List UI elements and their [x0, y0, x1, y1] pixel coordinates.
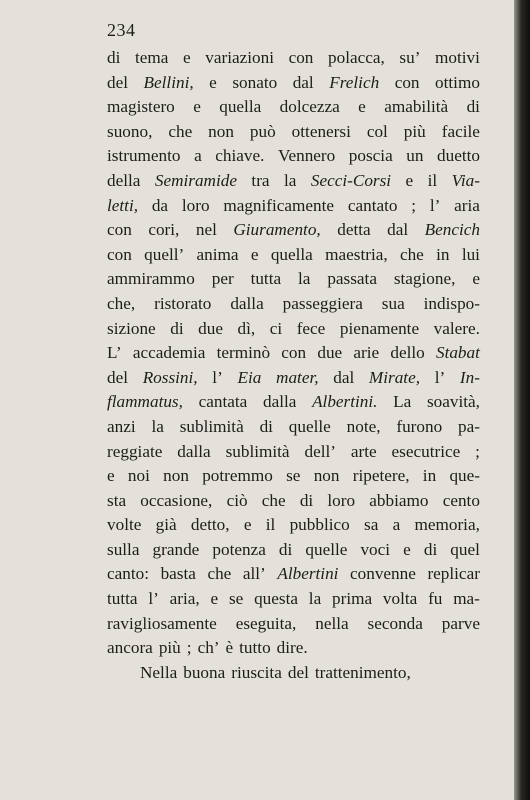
word: con — [394, 72, 420, 92]
word: Via- — [451, 170, 480, 190]
word: è — [225, 638, 234, 658]
word: occasione, — [140, 490, 213, 510]
word: dello — [390, 343, 425, 363]
word: poscia — [348, 146, 393, 166]
word: di — [299, 490, 314, 510]
word: dalla — [230, 293, 264, 313]
word: canto: — [107, 564, 149, 584]
text-line — [107, 218, 480, 243]
word: sa — [364, 515, 379, 535]
word: sonato — [232, 72, 278, 92]
word: que- — [449, 466, 480, 486]
word: basta — [160, 564, 196, 584]
word: due — [317, 343, 343, 363]
word: due — [198, 318, 223, 338]
text-line — [107, 440, 480, 465]
word: esecutrice — [391, 441, 461, 461]
word: maestria, — [325, 244, 388, 264]
word: buona — [183, 662, 226, 682]
word: memoria, — [414, 515, 480, 535]
word: arie — [353, 343, 380, 363]
word: pa- — [458, 416, 480, 436]
text-line — [107, 489, 480, 514]
text-line — [107, 612, 480, 637]
word: soavità, — [426, 392, 480, 412]
word: terminò — [216, 343, 271, 363]
word: con — [107, 220, 132, 240]
word: l’ — [148, 589, 159, 609]
word: anzi — [107, 416, 136, 436]
word: l’ — [434, 367, 446, 387]
word: accademia — [132, 343, 206, 363]
word: sublimità — [225, 441, 290, 461]
word: reggiate — [107, 441, 163, 461]
text-line — [107, 415, 480, 440]
word: quelle — [305, 539, 348, 559]
word: ancora — [107, 638, 153, 658]
word: di — [259, 416, 273, 436]
word: e — [472, 269, 480, 289]
word: eseguita, — [235, 613, 297, 633]
word: l’ — [212, 367, 223, 387]
page-number: 234 — [107, 20, 136, 40]
word: la — [151, 416, 164, 436]
word: e — [250, 244, 259, 264]
text-line — [107, 366, 480, 391]
word: Albertini. — [312, 392, 378, 412]
word: ravigliosamente — [107, 613, 217, 633]
word: dolcezza — [279, 97, 340, 117]
text-line — [107, 513, 480, 538]
text-line — [107, 562, 480, 587]
word: di — [466, 97, 480, 117]
text-line — [107, 243, 480, 268]
word: passata — [327, 269, 377, 289]
word: nel — [195, 220, 217, 240]
word: duetto — [437, 146, 480, 166]
word: l’ — [429, 195, 441, 215]
word: magistero — [107, 97, 175, 117]
text-line — [107, 267, 480, 292]
word: più — [403, 121, 426, 141]
word: ripetere, — [352, 466, 410, 486]
word: quella — [219, 97, 262, 117]
word: trattenimento, — [314, 662, 411, 682]
word: valere. — [433, 318, 480, 338]
word: prima — [332, 589, 373, 609]
word: aria — [454, 195, 480, 215]
word: sizione — [107, 318, 156, 338]
word: quell’ — [144, 244, 185, 264]
word: magnificamente — [223, 195, 335, 215]
word: la — [298, 269, 311, 289]
word: dal — [292, 72, 314, 92]
word: di — [107, 48, 121, 67]
word: detto, — [190, 515, 230, 535]
word: su’ — [399, 48, 421, 67]
word: da — [151, 195, 169, 215]
word: e — [405, 170, 414, 190]
word: suono, — [107, 121, 153, 141]
word: quella — [270, 244, 313, 264]
word: il — [265, 515, 276, 535]
word: ristorato — [154, 293, 212, 313]
word: arte — [350, 441, 377, 461]
word: motivi — [435, 48, 480, 67]
word: potremmo — [202, 466, 273, 486]
word: Nella — [140, 662, 178, 682]
word: dì, — [237, 318, 256, 338]
word: in — [436, 244, 450, 264]
word: amabilità — [384, 97, 449, 117]
word: polacca, — [328, 48, 385, 67]
text-line — [107, 587, 480, 612]
word: in — [422, 466, 437, 486]
text-line — [107, 464, 480, 489]
word: con — [288, 48, 314, 67]
word: Rossini, — [142, 367, 198, 387]
word: facile — [441, 121, 480, 141]
text-line — [107, 390, 480, 415]
word: fece — [296, 318, 326, 338]
word: stagione, — [393, 269, 456, 289]
word: di — [423, 539, 438, 559]
word: a — [392, 515, 401, 535]
word: e — [209, 72, 217, 92]
word: ma- — [453, 589, 480, 609]
word: Bencich — [424, 220, 480, 240]
word: quel — [450, 539, 480, 559]
page-edge — [514, 0, 530, 800]
word: pubblico — [289, 515, 350, 535]
word: se — [228, 589, 244, 609]
text-line — [107, 71, 480, 96]
word: col — [366, 121, 388, 141]
word: cantato — [347, 195, 398, 215]
text-line — [107, 169, 480, 194]
text-line — [107, 661, 480, 686]
word: non — [163, 466, 189, 486]
word: ciò — [226, 490, 248, 510]
text-line — [107, 95, 480, 120]
word: noi — [127, 466, 150, 486]
word: quelle — [288, 416, 331, 436]
word: sulla — [107, 539, 140, 559]
word: note, — [346, 416, 381, 436]
text-line — [107, 194, 480, 219]
word: a — [194, 146, 202, 166]
word: loro — [327, 490, 356, 510]
word: e — [193, 97, 201, 117]
word: variazioni — [205, 48, 274, 67]
word: La — [393, 392, 412, 412]
word: furono — [396, 416, 443, 436]
word: dalla — [177, 441, 211, 461]
word: pienamente — [339, 318, 420, 338]
word: seconda — [367, 613, 423, 633]
word: del — [287, 662, 309, 682]
word: il — [427, 170, 438, 190]
word: In- — [459, 367, 480, 387]
word: dalla — [262, 392, 297, 412]
word: tutto — [239, 638, 271, 658]
word: chiave. — [215, 146, 265, 166]
word: di — [170, 318, 184, 338]
word: questa — [254, 589, 298, 609]
word: passeggiera — [282, 293, 363, 313]
word: e — [210, 589, 219, 609]
word: tutta — [107, 589, 138, 609]
word: abbiamo — [369, 490, 429, 510]
word: sua — [381, 293, 405, 313]
text-line — [107, 317, 480, 342]
word: che — [207, 564, 232, 584]
word: dal — [333, 367, 355, 387]
word: detta — [337, 220, 371, 240]
word: che — [168, 121, 193, 141]
word: può — [249, 121, 276, 141]
word: Giuramento, — [233, 220, 321, 240]
word: istrumento — [107, 146, 181, 166]
word: dell’ — [304, 441, 336, 461]
word: se — [286, 466, 301, 486]
text-line — [107, 636, 480, 661]
word: sublimità — [179, 416, 244, 436]
word: ottimo — [435, 72, 480, 92]
word: convenne — [350, 564, 416, 584]
word: e — [358, 97, 366, 117]
word: dire. — [276, 638, 308, 658]
word: fu — [428, 589, 443, 609]
word: Vennero — [277, 146, 336, 166]
word: Bellini, — [143, 72, 194, 92]
word: grande — [152, 539, 200, 559]
word: tema — [134, 48, 169, 67]
word: lui — [461, 244, 480, 264]
word: cantata — [198, 392, 248, 412]
word: e — [107, 466, 115, 486]
word: ch’ — [197, 638, 220, 658]
word: che — [399, 244, 424, 264]
word: riuscita — [231, 662, 282, 682]
word: non — [313, 466, 340, 486]
word: Mirate, — [368, 367, 420, 387]
word: ; — [475, 441, 480, 461]
word: Semiramide — [154, 170, 237, 190]
text-line — [107, 144, 480, 169]
text-line — [107, 46, 480, 71]
word: tra — [251, 170, 270, 190]
word: che, — [107, 293, 136, 313]
word: la — [284, 170, 297, 190]
word: con — [281, 343, 307, 363]
word: loro — [181, 195, 210, 215]
text-line — [107, 120, 480, 145]
word: volta — [382, 589, 418, 609]
text-line — [107, 292, 480, 317]
word: la — [308, 589, 322, 609]
word: all’ — [242, 564, 266, 584]
word: ci — [269, 318, 283, 338]
word: e — [183, 48, 191, 67]
word: con — [107, 244, 132, 264]
word: L’ — [107, 343, 122, 363]
word: sta — [107, 490, 127, 510]
word: potenza — [212, 539, 266, 559]
word: nella — [315, 613, 349, 633]
word: ; — [186, 638, 192, 658]
word: flammatus, — [107, 392, 183, 412]
word: cori, — [148, 220, 180, 240]
word: aria, — [169, 589, 200, 609]
word: mater, — [276, 367, 319, 387]
word: volte — [107, 515, 142, 535]
word: più — [158, 638, 181, 658]
word: indispo- — [423, 293, 480, 313]
word: del — [107, 72, 128, 92]
word: già — [155, 515, 177, 535]
word: Secci-Corsi — [310, 170, 392, 190]
word: Stabat — [435, 343, 480, 363]
word: dal — [387, 220, 409, 240]
word: anima — [196, 244, 239, 264]
word: del — [107, 367, 128, 387]
word: cento — [442, 490, 480, 510]
word: non — [208, 121, 234, 141]
word: Eia — [237, 367, 262, 387]
word: della — [107, 170, 141, 190]
word: e — [403, 539, 411, 559]
word: tutta — [250, 269, 282, 289]
word: ammirammo — [107, 269, 195, 289]
word: replicar — [427, 564, 480, 584]
word: Albertini — [277, 564, 339, 584]
word: che — [261, 490, 286, 510]
word: parve — [441, 613, 480, 633]
word: ; — [411, 195, 417, 215]
word: un — [406, 146, 424, 166]
word: e — [243, 515, 252, 535]
word: ottenersi — [291, 121, 351, 141]
word: per — [211, 269, 234, 289]
body-text — [107, 46, 480, 685]
word: letti, — [107, 195, 139, 215]
word: Frelich — [329, 72, 380, 92]
word: di — [278, 539, 293, 559]
text-line — [107, 538, 480, 563]
word: voci — [360, 539, 391, 559]
text-line — [107, 341, 480, 366]
